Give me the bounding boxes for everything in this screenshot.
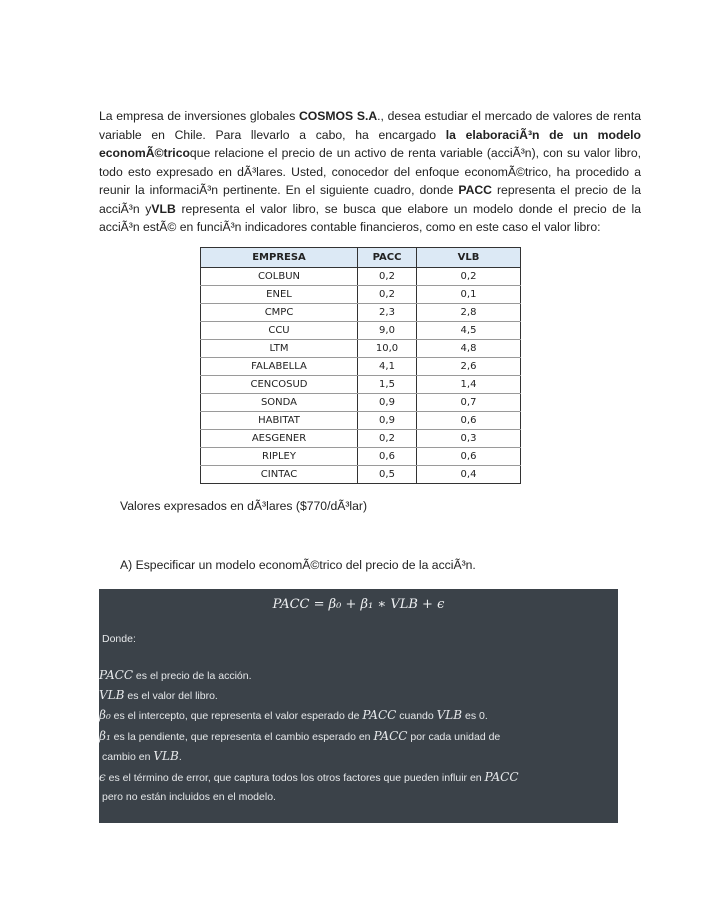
company-cell: HABITAT [201,412,358,430]
vlb-bold: VLB [151,201,176,216]
math-term: PACC [99,668,134,682]
table-row [201,286,521,304]
table-row [201,358,521,376]
intro-text: ., desea estudiar el mercado de valores [377,109,593,123]
intro-text: que relacione el precio de un activo de renta variable (acciÃ³n), con [189,146,563,160]
list-text: es el valor del libro. [124,690,218,702]
list-text: pero no están incluidos en el modelo. [102,791,276,803]
table-row [201,448,521,466]
intro-text: ha procedido a reunir la informaciÃ³n pertinente. En el siguiente cuadro, [99,164,641,197]
table-row [201,412,521,430]
math-term: VLB [436,708,463,722]
intro-text: La empresa de inversiones globales [99,109,299,123]
pacc-cell: 10,0 [358,340,417,358]
list-item-continuation [102,791,276,803]
list-item [99,729,500,743]
donde-label: Donde: [102,633,136,645]
table-row [201,304,521,322]
company-cell: SONDA [201,394,358,412]
column-header: EMPRESA [201,248,358,268]
table-row [201,466,521,484]
company-cell: RIPLEY [201,448,358,466]
question-a: A) Especificar un modelo economÃ©trico del precio de la acciÃ³n. [120,558,476,572]
vlb-cell: 0,4 [417,466,521,484]
intro-paragraph [99,107,641,237]
pacc-cell: 2,3 [358,304,417,322]
pacc-bold: PACC [458,183,492,197]
math-term: PACC [362,708,397,722]
list-text: . [178,751,182,763]
company-cell: AESGENER [201,430,358,448]
vlb-cell: 2,8 [417,304,521,322]
intro-text: su valor libro, todo esto expresado en dÃ³lares. Usted, conocedor del enfoque economÃ©trico, [99,146,641,179]
vlb-cell: 0,3 [417,430,521,448]
math-term: VLB [99,688,125,702]
math-term: ϵ [99,770,106,784]
table-header-row [201,248,521,268]
intro-text: financieros, como en este caso el valor libro: [360,220,601,234]
model-formula: PACC = β₀ + β₁ ∗ VLB + ϵ [272,597,445,612]
data-table-container [200,247,521,484]
list-text: es 0. [462,710,488,722]
company-cell: CMPC [201,304,358,322]
list-text: es el precio de la acción. [133,670,252,682]
pacc-cell: 0,6 [358,448,417,466]
intro-text: representa el valor libro, se busca que [175,201,402,216]
data-table [200,247,521,484]
list-text: cambio en [102,751,154,763]
list-item [99,708,488,722]
answer-panel [99,589,618,823]
vlb-cell: 0,6 [417,412,521,430]
vlb-cell: 0,6 [417,448,521,466]
list-item [99,688,218,702]
pacc-cell: 0,2 [358,286,417,304]
vlb-cell: 0,1 [417,286,521,304]
pacc-cell: 0,9 [358,412,417,430]
intro-text: donde [419,183,459,197]
pacc-cell: 0,5 [358,466,417,484]
vlb-cell: 4,8 [417,340,521,358]
pacc-cell: 9,0 [358,322,417,340]
company-cell: COLBUN [201,268,358,286]
company-cell: CENCOSUD [201,376,358,394]
list-text: por cada unidad de [407,731,501,743]
list-item-continuation [102,749,182,763]
intro-text: de renta variable en Chile. Para llevarlo a cabo, ha encargado [99,109,641,142]
vlb-cell: 4,5 [417,322,521,340]
column-header: PACC [358,248,417,268]
list-text: es el término de error, que captura todos los otros factores que pueden influir en [105,772,485,784]
pacc-cell: 1,5 [358,376,417,394]
column-header: VLB [417,248,521,268]
list-item [99,770,519,784]
vlb-cell: 0,7 [417,394,521,412]
table-row [201,394,521,412]
list-text: cuando [396,710,437,722]
list-text: es la pendiente, que representa el cambio esperado en [110,731,374,743]
table-row [201,268,521,286]
company-cell: CCU [201,322,358,340]
company-cell: ENEL [201,286,358,304]
intro-bold: modelo economÃ©trico [99,127,641,160]
pacc-cell: 0,9 [358,394,417,412]
intro-bold: la elaboraciÃ³n de un [445,127,588,142]
list-item [99,668,252,682]
table-row [201,376,521,394]
math-term: β₁ [99,729,111,743]
vlb-cell: 0,2 [417,268,521,286]
math-term: PACC [373,729,408,743]
company-cell: FALABELLA [201,358,358,376]
intro-text: representa el precio de la acciÃ³n y [99,183,641,216]
pacc-cell: 4,1 [358,358,417,376]
intro-text: elabore un modelo donde el precio de la acciÃ³n estÃ© en funciÃ³n indicadores contable [99,201,642,234]
vlb-cell: 1,4 [417,376,521,394]
units-note: Valores expresados en dÃ³lares ($770/dÃ³lar) [120,499,368,513]
pacc-cell: 0,2 [358,268,417,286]
list-text: es el intercepto, que representa el valor esperado de [110,710,363,722]
math-term: PACC [484,770,519,784]
company-name: COSMOS S.A [298,109,378,123]
pacc-cell: 0,2 [358,430,417,448]
vlb-cell: 2,6 [417,358,521,376]
company-cell: CINTAC [201,466,358,484]
company-cell: LTM [201,340,358,358]
math-term: VLB [153,749,179,763]
table-row [201,322,521,340]
table-row [201,340,521,358]
math-term: β₀ [99,708,111,722]
table-row [201,430,521,448]
